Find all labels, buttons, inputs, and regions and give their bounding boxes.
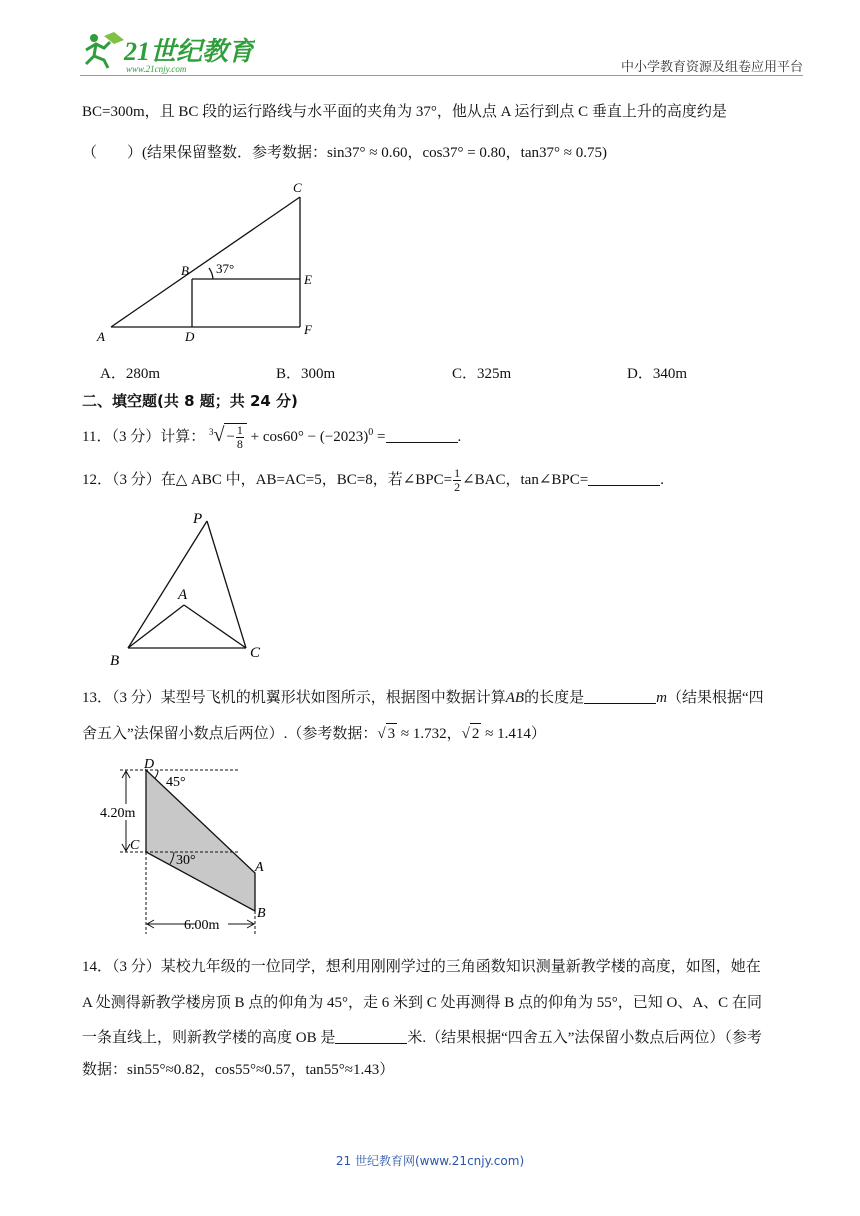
q11-line: 11．（3 分）计算： $^3$√ − $\frac{1}{8}$ + $\cos 60^\circ - (-2023)^0$ = . [82, 423, 462, 452]
header-platform-text: 中小学教育资源及组卷应用平台 [620, 60, 803, 75]
q11-answer-blank[interactable] [386, 428, 458, 443]
q13-label-D: D [144, 757, 155, 772]
q13-line1: 13．（3 分）某型号飞机的机翼形状如图所示，根据图中数据计算AB的长度是 m（结果根据“四 [82, 690, 764, 706]
q12-label-C: C [250, 645, 261, 661]
q10-label-E: E [304, 272, 312, 287]
q10-label-F: F [304, 322, 312, 337]
q10-line1: BC=300m，且 BC 段的运行路线与水平面的夹角为 37°，他从点 A 运行到点 C 垂直上升的高度约是 [82, 104, 727, 120]
q14-line3: 一条直线上，则新教学楼的高度 OB 是 米.（结果根据“四舍五入”法保留小数点后两位）（参考 [82, 1030, 762, 1046]
q10-label-D: D [185, 329, 195, 344]
q12-label-A: A [178, 587, 188, 603]
q14-line2: A 处测得新教学楼房顶 B 点的仰角为 45°，走 6 米到 C 处再测得 B 点的仰角为 55°，已知 O、A、C 在同 [82, 995, 762, 1011]
section-title: 二、填空题(共 8 题；共 24 分) [82, 392, 298, 410]
q13-label-B: B [257, 906, 266, 921]
q13-label-C: C [130, 838, 140, 853]
q13-angle-45: 45° [166, 775, 186, 790]
q12-label-P: P [193, 511, 203, 527]
q13-angle-30: 30° [176, 853, 196, 868]
site-logo [80, 30, 255, 74]
runner-icon [86, 32, 124, 68]
q14-answer-blank[interactable] [335, 1029, 407, 1044]
q13-label-A: A [255, 860, 264, 875]
q10-label-B: B [181, 263, 189, 278]
q10-label-C: C [293, 180, 302, 195]
q10-angle-label: 37° [216, 261, 235, 276]
q13-answer-blank[interactable] [584, 689, 656, 704]
header-divider [80, 75, 803, 76]
q10-label-A: A [97, 329, 105, 344]
q13-figure [98, 754, 278, 939]
q10-option-c: C．325m [452, 366, 512, 382]
logo-text: 21世纪教育 [124, 37, 255, 66]
q13-width-label: 6.00m [184, 918, 220, 933]
q12-figure [105, 507, 275, 672]
q10-option-a: A．280m [100, 366, 161, 382]
q12-answer-blank[interactable] [588, 471, 660, 486]
q10-option-d: D．340m [627, 366, 688, 382]
q12-line: 12．（3 分）在△ ABC 中，AB=AC=5，BC=8，若∠BPC= $\frac{1}{2}$ ∠BAC，tan∠BPC= . [82, 466, 664, 494]
q13-line2: 舍五入”法保留小数点后两位）.（参考数据：√ 3 ≈ 1.732，√ 2 ≈ 1.414） [82, 723, 546, 744]
q14-line4: 数据：sin55°≈0.82，cos55°≈0.57，tan55°≈1.43） [82, 1062, 395, 1078]
q14-line1: 14．（3 分）某校九年级的一位同学，想利用刚刚学过的三角函数知识测量新教学楼的高度，如图，她在 [82, 959, 761, 975]
logo-url: www.21cnjy.com [126, 64, 187, 74]
q12-label-B: B [110, 653, 120, 669]
q10-figure [95, 178, 325, 348]
footer-link[interactable]: 21 世纪教育网(www.21cnjy.com) [335, 1154, 525, 1168]
q10-line2: （ ）(结果保留整数．参考数据：sin37° ≈ 0.60，cos37° = 0.80，tan37° ≈ 0.75) [82, 145, 607, 161]
q13-height-label: 4.20m [100, 806, 136, 821]
q10-option-b: B．300m [276, 366, 336, 382]
